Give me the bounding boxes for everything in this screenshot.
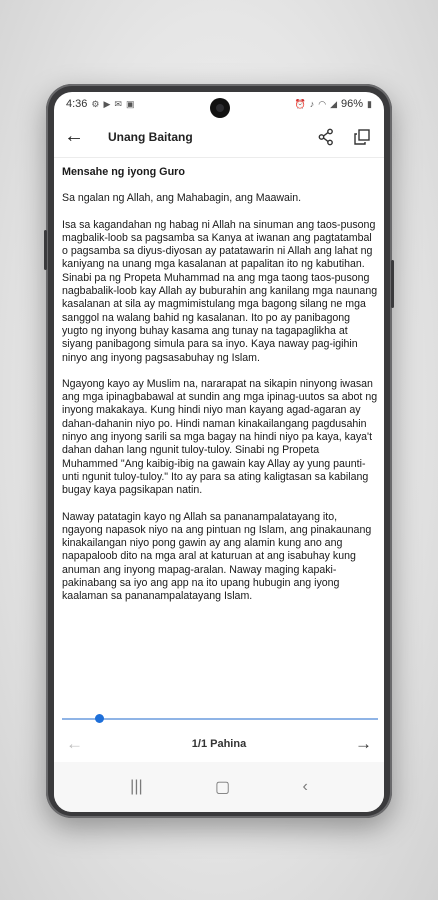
copy-icon[interactable]	[350, 125, 374, 149]
slider-thumb[interactable]	[95, 714, 104, 723]
back-arrow-icon[interactable]: ←	[64, 125, 84, 147]
paragraph: Naway patatagin kayo ng Allah sa pananampalatayang ito, ngayong napasok niyo na ang pintuan ng Islam, ang pinakaunang kinakailangan niyo pong gawin ay ang alamin kung ano ang napapaloob dito na mga aral at katuruan at ang isabuhay kung anuman ang inyong mapag-aralan. Naway maging kapaki-pakinabang sa iyo ang app na ito upang hubugin ang iyong kaalaman sa pananampalatayang Islam.	[62, 510, 372, 603]
message-icon: ✉	[114, 98, 122, 109]
previous-page-arrow-icon[interactable]: ←	[66, 734, 83, 753]
volume-button	[44, 230, 47, 270]
paragraph: Sa ngalan ng Allah, ang Mahabagin, ang Maawain.	[62, 192, 302, 205]
share-icon[interactable]	[314, 125, 338, 149]
alarm-icon: ⏰	[294, 98, 306, 109]
screen	[54, 92, 384, 812]
page-title: Unang Baitang	[108, 129, 193, 144]
battery-icon: ▮	[367, 98, 372, 109]
youtube-icon: ▶	[103, 98, 111, 109]
pager	[54, 732, 384, 756]
paragraph: Ngayong kayo ay Muslim na, nararapat na sikapin ninyong iwasan ang mga ipinagbabawal at sundin ang mga ipinag-uutos sa abot ng inyong makakaya. Kung hindi niyo man kayang agad-agaran ay dahan-dahanin niyo po. Hindi naman kinakailangang pagdusahin ninyo ang inyong sarili sa mga bagay na hindi niyo pa kaya, kaya't dahan dahan lang ngunit tuloy-tuloy. Sinabi ng Propeta Muhammed "Ang kaibig-ibig na gawain kay Allay ay yung paunti-unti ngunit tuloy-tuloy." Ito ay para sa ating kaligtasan sa kabilang bugay kaya pagsikapan natin.	[62, 377, 378, 497]
back-icon[interactable]: ‹	[302, 778, 308, 795]
settings-icon: ⚙	[91, 98, 100, 109]
wifi-icon: ◠	[318, 98, 327, 109]
battery-percent: 96%	[341, 98, 364, 110]
recent-apps-icon[interactable]: |||	[130, 778, 143, 795]
page-indicator: 1/1 Pahina	[191, 738, 247, 750]
front-camera	[210, 98, 230, 118]
signal-icon: ◢	[330, 98, 338, 109]
paragraph: Isa sa kagandahan ng habag ni Allah na sinuman ang taos-pusong magbalik-loob sa pagsamba sa Kanya at iwanan ang pagtatambal o pagsamba sa diyus-diyosan ay patatawarin ni Allah ang lahat ng kaniyang na unang mga kasalanan at papalitan ito ng kabutihan. Sinabi pa ng Propeta Muhammad na ang mga taong taos-pusong nagbabalik-loob kay Allah ay buburahin ang kanilang mga naunang kasalanan at sila ay magmimistulang mga bagong silang ne mga sanggol na walang bahid ng kasalanan. Ito po ay panibagong yugto ng inyong buhay kasama ang tunay na tagapaglikha at siyang panibagong simula para sa inyo. Kaya naway pag-igihin ninyo ang inyong pagsasabuhay ng Islam.	[62, 218, 378, 364]
power-button	[391, 260, 394, 308]
image-icon: ▣	[125, 98, 135, 109]
system-nav-bar	[54, 762, 384, 812]
app-bar	[54, 116, 384, 158]
status-time: 4:36	[66, 98, 88, 110]
page-slider[interactable]	[62, 714, 378, 724]
slider-track	[62, 718, 378, 720]
message-content	[62, 166, 378, 617]
home-icon[interactable]: ▢	[215, 779, 231, 796]
next-page-arrow-icon[interactable]: →	[354, 734, 372, 753]
mute-icon: ♪	[309, 99, 315, 109]
message-heading: Mensahe ng iyong Guro	[62, 166, 185, 178]
